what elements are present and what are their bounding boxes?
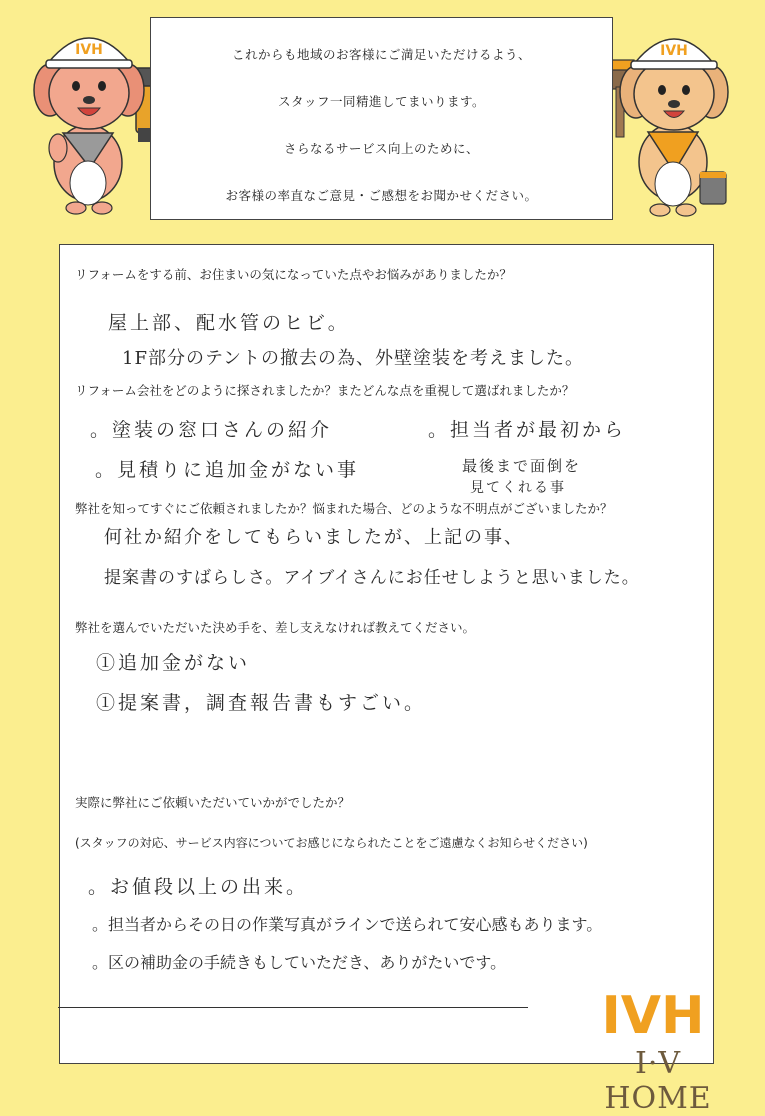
intro-line: お客様の率直なご意見・ご感想をお聞かせください。 (225, 188, 538, 203)
brand-name: I·V HOME (604, 1046, 712, 1116)
question-4-label: 弊社を選んでいただいた決め手を、差し支えなければ教えてください。 (75, 620, 476, 635)
intro-line: スタッフ一同精進してまいります。 (277, 94, 485, 109)
intro-line: さらなるサービス向上のために、 (283, 141, 479, 156)
paint-bucket-icon (700, 172, 726, 204)
answer-1-line-2: 1F部分のテントの撤去の為、外壁塗装を考えました。 (122, 348, 585, 369)
right-helmet-mark: IVH (660, 43, 688, 59)
answer-2-item-4: 最後まで面倒を (462, 457, 582, 475)
question-5-sublabel: (スタッフの対応、サービス内容についてお感じになられたことをご遠慮なくお知らせください) (75, 836, 588, 850)
intro-line: これからも地域のお客様にご満足いただけるよう、 (231, 47, 531, 62)
question-5-label: 実際に弊社にご依頼いただいていかがでしたか？ (75, 795, 351, 810)
writing-line (58, 1007, 528, 1008)
answer-3-line-1: 何社か紹介をしてもらいましたが、上記の事、 (104, 527, 524, 548)
ivh-logo-mark-icon (569, 961, 737, 1046)
answer-2-item-1: 。塗装の窓口さんの紹介 (90, 419, 333, 441)
answer-5-line-3: 。区の補助金の手続きもしていただき、ありがたいです。 (92, 953, 507, 972)
answer-3-line-2: 提案書のすばらしさ。アイブイさんにお任せしようと思いました。 (104, 568, 640, 588)
left-mascot-drill-dog (18, 8, 168, 218)
answer-4-line-1: ①追加金がない (96, 652, 251, 674)
answer-2-item-5: 見てくれる事 (470, 480, 566, 496)
answer-5-line-2: 。担当者からその日の作業写真がラインで送られて安心感もあります。 (92, 915, 603, 934)
left-helmet-mark: IVH (75, 42, 103, 58)
right-mascot-brush-dog (598, 12, 748, 222)
question-1-label: リフォームをする前、お住まいの気になっていた点やお悩みがありましたか？ (75, 267, 512, 282)
logo-mark-text: IVH (601, 986, 705, 1046)
answer-4-line-2: ①提案書，調査報告書もすごい。 (96, 692, 427, 714)
question-3-label: 弊社を知ってすぐにご依頼されましたか？悩まれた場合、どのような不明点がございましたか？ (75, 501, 613, 516)
answer-5-line-1: 。お値段以上の出来。 (88, 876, 309, 898)
answer-2-item-2: 。担当者が最初から (428, 419, 627, 441)
answer-2-item-3: 。見積りに追加金がない事 (95, 459, 360, 481)
intro-message-box (150, 17, 613, 220)
question-2-label: リフォーム会社をどのように探されましたか？またどんな点を重視して選ばれましたか？ (75, 383, 575, 398)
answer-1-line-1: 屋上部、配水管のヒビ。 (108, 312, 350, 334)
